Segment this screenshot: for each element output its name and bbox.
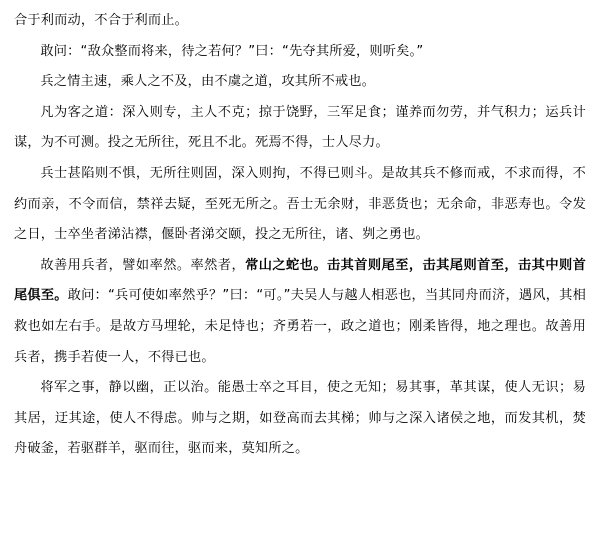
text-run: 敢问：“敌众整而将来，待之若何？”曰：“先夺其所爱，则听矣。” xyxy=(40,43,424,59)
paragraph-6 xyxy=(14,251,586,373)
text-run-emphasized: 常山之蛇也。击其首则尾至，击其尾则首至，击其中则首尾俱至。 xyxy=(14,257,587,304)
text-run: 合于利而动，不合于利而止。 xyxy=(14,13,189,28)
text-run: 故善用兵者，譬如率然。率然者， xyxy=(40,257,246,273)
paragraph-1 xyxy=(14,6,586,37)
text-run: 将军之事，静以幽，正以治。能愚士卒之耳目，使之无知；易其事，革其谋，使人无识；易其居，迂其途，使人不得虑。帅与之期，如登高而去其梯；帅与之深入诸侯之地，而发其机，焚舟破釜，若驱群羊，驱而往，驱而来，莫知所之。 xyxy=(14,380,586,457)
paragraph-3 xyxy=(14,67,586,98)
paragraph-4 xyxy=(14,98,586,159)
paragraph-7 xyxy=(14,373,586,465)
text-run: 兵之情主速，乘人之不及，由不虞之道，攻其所不戒也。 xyxy=(40,74,376,90)
paragraph-2 xyxy=(14,37,586,68)
paragraph-5 xyxy=(14,159,586,251)
text-run: 敢问：“兵可使如率然乎？”曰：“可。”夫吴人与越人相恶也，当其同舟而济，遇风，其相救也如左右手。是故方马埋轮，未足恃也；齐勇若一，政之道也；刚柔皆得，地之理也。故善用兵者，携手若使一人，不得已也。 xyxy=(14,288,586,365)
text-run: 凡为客之道：深入则专，主人不克；掠于饶野，三军足食；谨养而勿劳，并气积力；运兵计谋，为不可测。投之无所往，死且不北。死焉不得，士人尽力。 xyxy=(14,104,586,151)
text-run: 兵士甚陷则不惧，无所往则固，深入则拘，不得已则斗。是故其兵不修而戒，不求而得，不约而亲，不令而信，禁祥去疑，至死无所之。吾士无余财，非恶货也；无余命，非恶寿也。令发之日，士卒坐者涕沾襟，偃卧者涕交颐，投之无所往，诸、刿之勇也。 xyxy=(14,165,586,243)
